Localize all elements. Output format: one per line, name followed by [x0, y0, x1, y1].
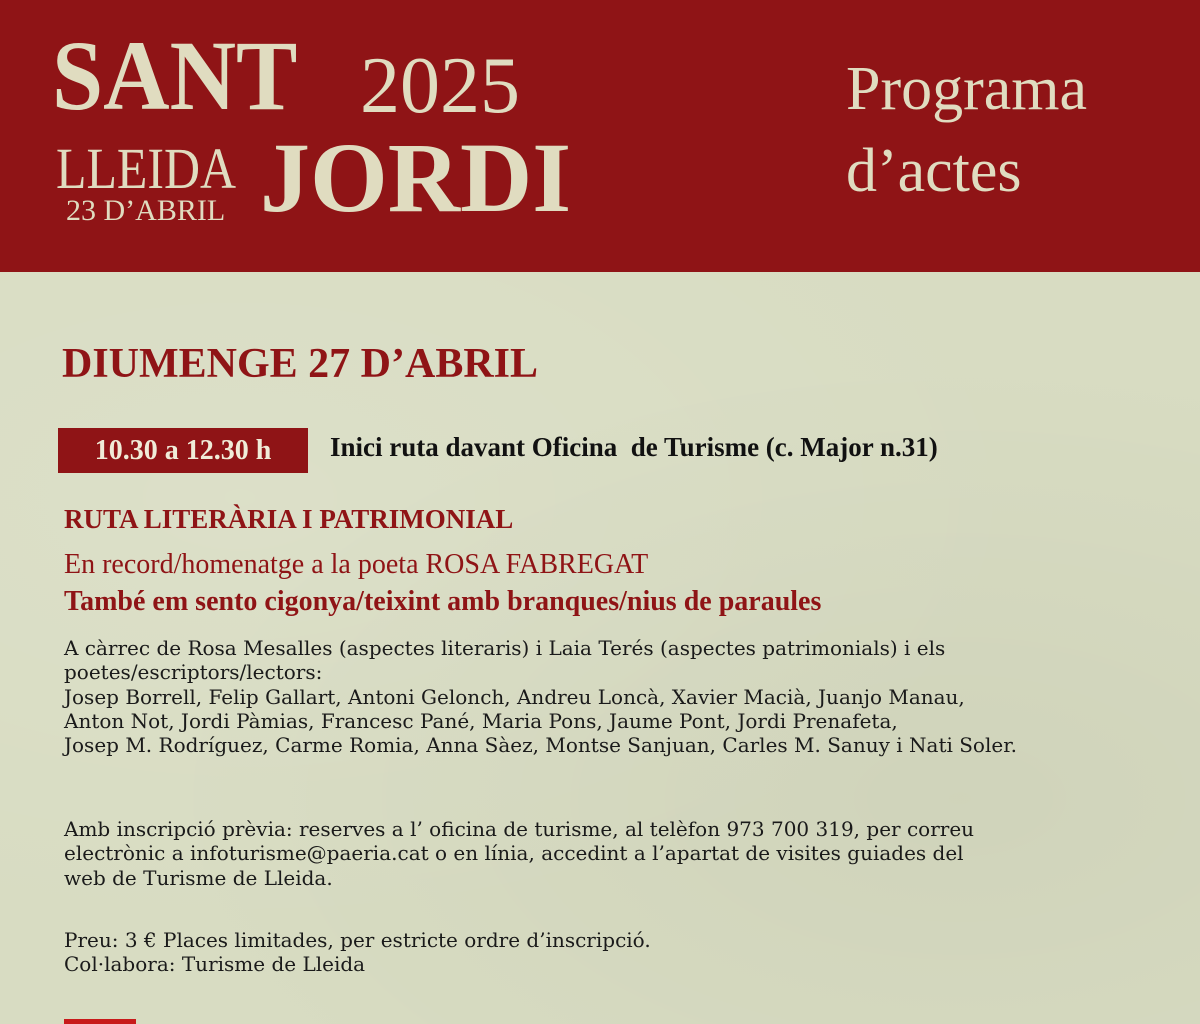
title-date: 23 D’ABRIL — [66, 194, 226, 227]
price-paragraph — [64, 928, 1144, 977]
signup-line: Amb inscripció prèvia: reserves a l’ oficina de turisme, al telèfon 973 700 319, per correu — [64, 817, 975, 841]
route-title: RUTA LITERÀRIA I PATRIMONIAL — [64, 504, 514, 534]
program-heading-line1: Programa — [846, 55, 1088, 123]
title-jordi: JORDI — [260, 122, 572, 233]
title-year: 2025 — [360, 42, 520, 130]
start-location: Inici ruta davant Oficina de Turisme (c. Major n.31) — [330, 432, 938, 462]
credits-line: Josep M. Rodríguez, Carme Romia, Anna Sàez, Montse Sanjuan, Carles M. Sanuy i Nati Soler. — [64, 733, 1017, 758]
credits-line: Josep Borrell, Felip Gallart, Antoni Gelonch, Andreu Loncà, Xavier Macià, Juanjo Manau, — [64, 684, 965, 709]
program-heading-line2: d’actes — [846, 137, 1022, 205]
event-day: DIUMENGE 27 D’ABRIL — [62, 341, 539, 387]
collaboration-line: Col·labora: Turisme de Lleida — [64, 952, 366, 977]
footer-red-mark — [64, 1019, 136, 1024]
title-sant: SANT — [52, 20, 298, 131]
credits-line: Anton Not, Jordi Pàmias, Francesc Pané, Maria Pons, Jaume Pont, Jordi Prenafeta, — [64, 708, 898, 733]
time-badge: 10.30 a 12.30 h — [58, 428, 308, 473]
signup-line: web de Turisme de Lleida. — [64, 865, 333, 890]
signup-line: electrònic a infoturisme@paeria.cat o en línia, accedint a l’apartat de visites guiades del — [64, 841, 964, 866]
tribute-line: En record/homenatge a la poeta ROSA FABREGAT — [64, 549, 649, 580]
header-banner — [0, 0, 1200, 272]
price-line: Preu: 3 € Places limitades, per estricte ordre d’inscripció. — [64, 928, 651, 952]
credits-line: poetes/escriptors/lectors: — [64, 660, 323, 685]
signup-paragraph — [64, 817, 1144, 890]
route-subtitle: També em sento cigonya/teixint amb branques/nius de paraules — [64, 586, 822, 617]
credits-paragraph — [64, 636, 1144, 757]
credits-line: A càrrec de Rosa Mesalles (aspectes literaris) i Laia Terés (aspectes patrimonials) i els — [64, 636, 946, 660]
title-city: LLEIDA — [56, 136, 237, 201]
